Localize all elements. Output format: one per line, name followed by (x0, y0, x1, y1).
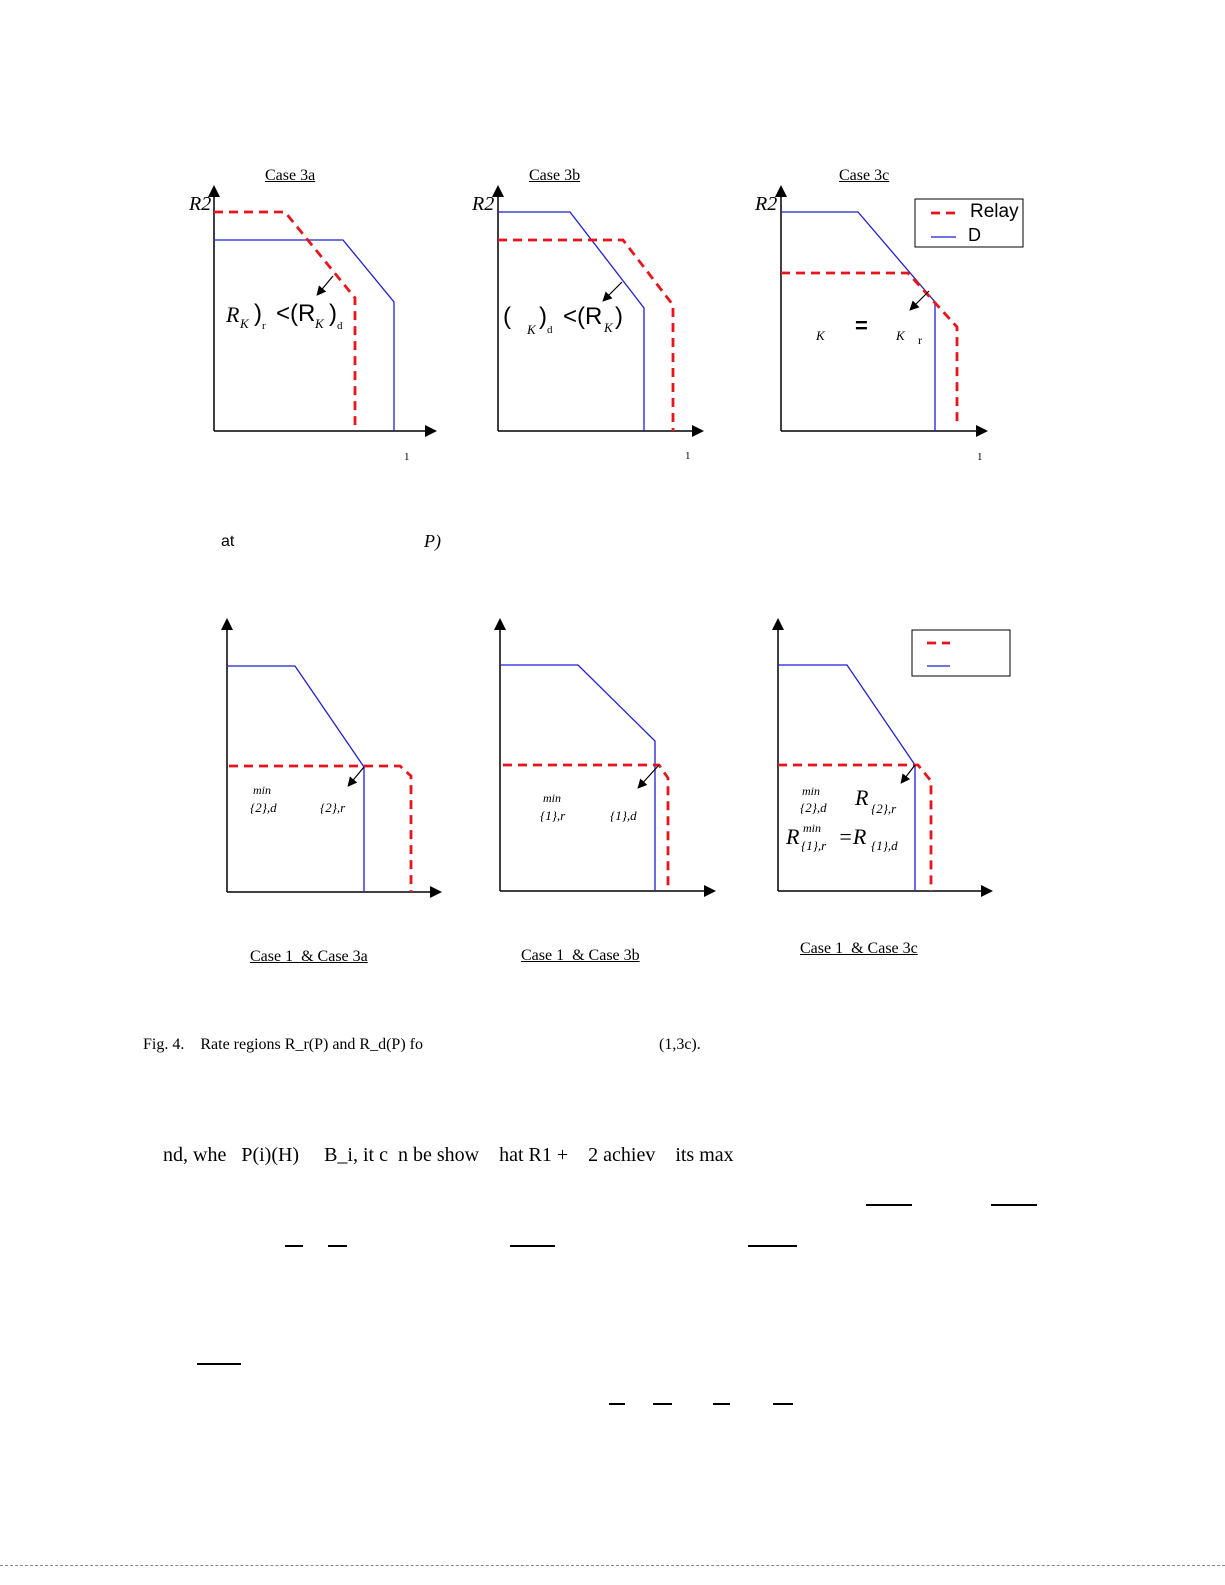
fragment-text: at (221, 533, 235, 550)
annotation: min (802, 784, 820, 798)
direct-curve-3a (214, 240, 394, 431)
annotation: {1},r (801, 838, 827, 853)
annotation: d (547, 324, 553, 336)
annotation: = (855, 313, 868, 338)
annotation: r (918, 333, 922, 347)
annotation: r (262, 320, 266, 332)
math-fragment (197, 1363, 241, 1365)
relay-curve-3b (498, 240, 673, 431)
direct-curve-1-3a (227, 666, 364, 892)
legend-label-relay: Relay (970, 201, 1019, 222)
annotation: <(R (563, 303, 603, 330)
math-fragment (713, 1403, 730, 1405)
y-axis-label: R2 (755, 193, 778, 215)
annotation: ) (615, 303, 623, 330)
annotation: R (855, 785, 869, 810)
annotation: K (896, 328, 905, 343)
annotation: R (786, 824, 800, 849)
annotation: {2},d (250, 800, 277, 815)
panel-title-1-3b: Case 1 & Case 3b (521, 947, 640, 964)
math-fragment (748, 1245, 797, 1247)
annotation: ) (539, 303, 547, 330)
annotation: {1},d (871, 838, 898, 853)
legend-box-empty (912, 630, 1010, 676)
direct-curve-1-3c (778, 665, 915, 891)
panel-title-3a: Case 3a (265, 167, 316, 184)
math-fragment (773, 1403, 793, 1405)
annotation: min (253, 783, 271, 797)
annotation: K (527, 322, 536, 337)
math-fragment (328, 1245, 347, 1247)
annotation: K (604, 320, 613, 335)
annotation: ) (329, 300, 337, 327)
annotation: {2},r (871, 801, 897, 816)
annotation: min (803, 821, 821, 835)
math-fragment (991, 1204, 1037, 1206)
figure-caption-end: (1,3c). (659, 1036, 701, 1053)
annotation: {2},r (320, 800, 346, 815)
y-axis-label: R2 (189, 193, 212, 215)
x-tick: 1 (685, 450, 691, 462)
legend-label-direct: D (968, 225, 981, 245)
x-tick: 1 (404, 451, 410, 463)
annotation: min (543, 791, 561, 805)
x-tick: 1 (977, 451, 983, 463)
annotation: K (816, 328, 825, 343)
direct-curve-1-3b (500, 665, 655, 891)
relay-curve-3c (781, 273, 957, 425)
annotation: R (226, 302, 240, 327)
y-axis-label: R2 (472, 193, 495, 215)
annotation: {2},d (800, 800, 827, 815)
panel-title-1-3a: Case 1 & Case 3a (250, 948, 368, 965)
axes (214, 188, 990, 892)
annotation: d (337, 320, 343, 332)
annotation: {1},r (540, 808, 566, 823)
body-text-line: nd, whe P(i)(H) B_i, it c n be show hat R1 + 2 achiev its max (163, 1144, 734, 1166)
relay-curve-1-3b (503, 765, 668, 891)
annotation: {1},d (610, 808, 637, 823)
annotation: ) (254, 300, 262, 327)
annotation: ( (503, 303, 511, 330)
fragment-text: P) (424, 531, 441, 551)
annotation: K (315, 316, 324, 331)
math-fragment (510, 1245, 555, 1247)
annotation: <(R (276, 300, 316, 327)
annotation: =R (838, 824, 867, 849)
panel-title-3c: Case 3c (839, 167, 890, 184)
page-bottom-border (0, 1565, 1225, 1566)
math-fragment (609, 1403, 625, 1405)
panel-title-1-3c: Case 1 & Case 3c (800, 940, 918, 957)
math-fragment (866, 1204, 912, 1206)
panel-title-3b: Case 3b (529, 167, 581, 184)
math-fragment (285, 1245, 303, 1247)
math-fragment (653, 1403, 672, 1405)
figure-caption: Fig. 4. Rate regions R_r(P) and R_d(P) fo (143, 1036, 423, 1053)
annotation: K (240, 316, 249, 331)
